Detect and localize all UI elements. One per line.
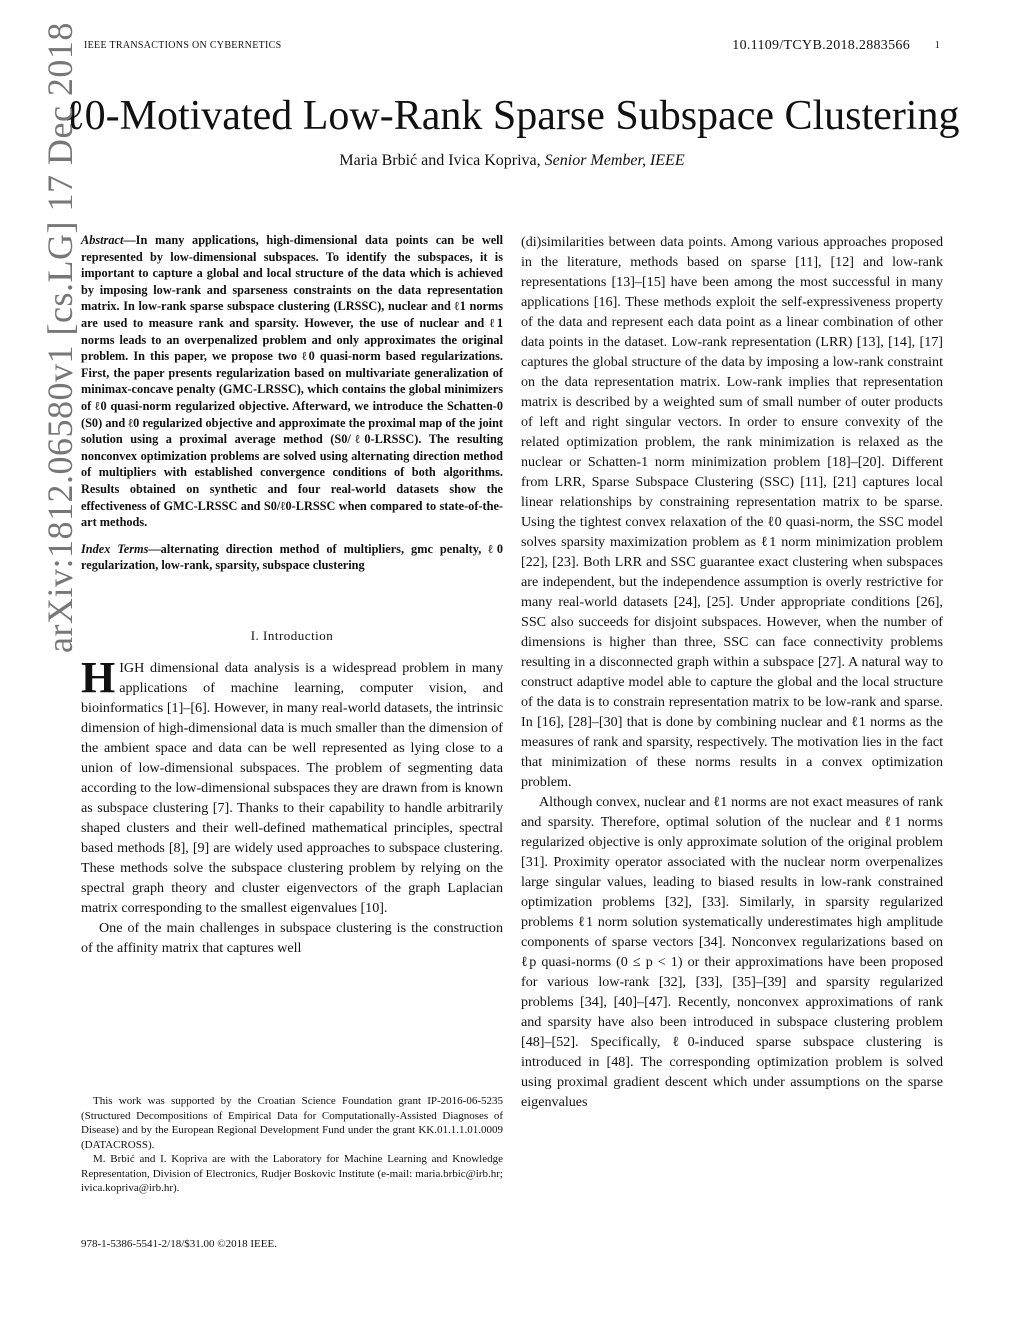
- author-line: [0, 152, 1024, 170]
- right-column: [521, 232, 943, 1112]
- section-heading: I. Introduction: [250, 627, 334, 643]
- doi[interactable]: 10.1109/TCYB.2018.2883566: [732, 38, 910, 53]
- index-terms-text: —alternating direction method of multipliers, gmc penalty, ℓ0 regularization, low-rank, sparsity, subspace clustering: [81, 541, 503, 573]
- right-paragraph-2: Although convex, nuclear and ℓ1 norms are not exact measures of rank and sparsity. Therefore, optimal solution of the nuclear and ℓ1 norms regularized objective is only approximate solution of the original problem [31]. Proximity operator associated with the nuclear norm overpenalizes large singular values, leading to biased results in low-rank constrained optimization problems [32], [33]. Similarly, in sparsity regularized problems ℓ1 norm solution systematically underestimates high amplitude components of sparse vectors [34]. Nonconvex regularizations based on ℓp quasi-norms (0 ≤ p < 1) or their approximations have been proposed for various low-rank [32], [33], [35]–[39] and sparsity regularized problems [34], [40]–[47]. Recently, nonconvex approximations of rank and sparsity have also been introduced in subspace clustering problem [48]–[52]. Specifically, ℓ0-induced sparse subspace clustering is introduced in [48]. The corresponding optimization problem is solved using proximal gradient descent which under assumptions on the sparse eigenvalues: [521, 794, 943, 1110]
- left-column: [81, 232, 503, 958]
- footnote-funding: This work was supported by the Croatian Science Foundation grant IP-2016-06-5235 (Structured Decompositions of Empirical Data for Computationally-Assisted Diagnoses of Disease) and by the European Regional Development Fund under the grant KK.01.1.1.01.0009 (DATACROSS).: [81, 1095, 503, 1151]
- journal-name: IEEE TRANSACTIONS ON CYBERNETICS: [84, 40, 282, 51]
- author-names: Maria Brbić and Ivica Kopriva,: [339, 152, 541, 169]
- paper-title: ℓ0-Motivated Low-Rank Sparse Subspace Clustering: [64, 93, 960, 139]
- abstract-text: —In many applications, high-dimensional data points can be well represented by low-dimensional subspaces. To identify the subspaces, it is important to capture a global and local structure of the data which is achieved by imposing low-rank and sparseness constraints on the data representation matrix. In low-rank sparse subspace clustering (LRSSC), nuclear and ℓ1 norms are used to measure rank and sparsity. However, the use of nuclear and ℓ1 norms leads to an overpenalized problem and only approximates the original problem. In this paper, we propose two ℓ0 quasi-norm based regularizations. First, the paper presents regularization based on multivariate generalization of minimax-concave penalty (GMC-LRSSC), which contains the global minimizers of ℓ0 quasi-norm regularized objective. Afterward, we introduce the Schatten-0 (S0) and ℓ0 regularized objective and approximate the proximal map of the joint solution using a proximal average method (S0/ℓ0-LRSSC). The resulting nonconvex optimization problems are solved using alternating direction method of multipliers with established convergence conditions of both algorithms. Results obtained on synthetic and four real-world datasets show the effectiveness of GMC-LRSSC and S0/ℓ0-LRSSC when compared to state-of-the-art methods.: [81, 233, 503, 530]
- footnote: [81, 1094, 503, 1196]
- page-header: [84, 40, 940, 56]
- footnote-affiliation: M. Brbić and I. Kopriva are with the Laboratory for Machine Learning and Knowledge Representation, Division of Electronics, Rudjer Boskovic Institute (e-mail: maria.brbic@irb.hr; ivica.kopriva@irb.hr).: [81, 1153, 503, 1194]
- intro-paragraph: [81, 652, 503, 918]
- index-terms: [81, 541, 503, 574]
- index-terms-label: Index Terms: [81, 541, 149, 556]
- abstract: [81, 232, 503, 531]
- arxiv-stamp: arXiv:1812.06580v1 [cs.LG] 17 Dec 2018: [40, 22, 80, 653]
- right-paragraph-1: (di)similarities between data points. Among various approaches proposed in the literature, methods based on sparse [11], [12] and low-rank representations [13]–[15] have been among the most successful in many applications [16]. These methods exploit the self-expressiveness property of the data and represent each data point as a linear combination of other data points in the dataset. Low-rank representation (LRR) [13], [14], [17] captures the global structure of the data by imposing a low-rank constraint on the data representation matrix. Low-rank implies that representation matrix is described by a weighted sum of small number of outer products of left and right singular vectors. In order to ensure convexity of the related optimization problem, the rank minimization is relaxed as the nuclear or Schatten-1 norm minimization problem [18]–[20]. Different from LRR, Sparse Subspace Clustering (SSC) [11], [21] captures local linear relationships by constraining representation matrix to be sparse. Using the tightest convex relaxation of the ℓ0 quasi-norm, the SSC model solves sparsity maximization problem as ℓ1 norm minimization problem [22], [23]. Both LRR and SSC guarantee exact clustering when subspaces are independent, but the independence assumption is overly restrictive for many real-world datasets [24], [25]. Under appropriate conditions [26], SSC also succeeds for disjoint subspaces. However, when the number of dimensions is higher than three, SSC can face connectivity problems resulting in a disconnected graph within a subspace [27]. A natural way to construct adaptive model able to capture the global and the local structure of the data is to constrain representation matrix to be low-rank and sparse. In [16], [28]–[30] that is done by combining nuclear and ℓ1 norms as the measures of rank and sparsity, respectively. The motivation lies in the fact that minimization of these norms results in a convex optimization problem.: [521, 234, 943, 790]
- intro-paragraph-text: IGH dimensional data analysis is a widespread problem in many applications of machine learning, computer vision, and bioinformatics [1]–[6]. However, in many real-world datasets, the intrinsic dimension of high-dimensional data is much smaller than the dimension of the ambient space and data can be well represented as lying close to a union of low-dimensional subspaces. The problem of segmenting data according to the low-dimensional subspaces they are drawn from is known as subspace clustering [7]. Thanks to their capability to handle arbitrarily shaped clusters and their well-defined mathematical principles, spectral based methods [8], [9] are widely used approaches to subspace clustering. These methods solve the subspace clustering problem by relying on the spectral graph theory and cluster eigenvectors of the graph Laplacian matrix corresponding to the smallest eigenvalues [10].: [81, 659, 503, 916]
- drop-cap: H: [81, 652, 116, 702]
- copyright-notice: 978-1-5386-5541-2/18/$31.00 ©2018 IEEE.: [81, 1238, 277, 1250]
- abstract-label: Abstract: [81, 233, 124, 247]
- intro-body: [81, 652, 503, 958]
- intro-paragraph-2: One of the main challenges in subspace clustering is the construction of the affinity matrix that captures well: [81, 919, 503, 956]
- page-number: 1: [934, 40, 940, 51]
- author-role: Senior Member, IEEE: [544, 152, 685, 169]
